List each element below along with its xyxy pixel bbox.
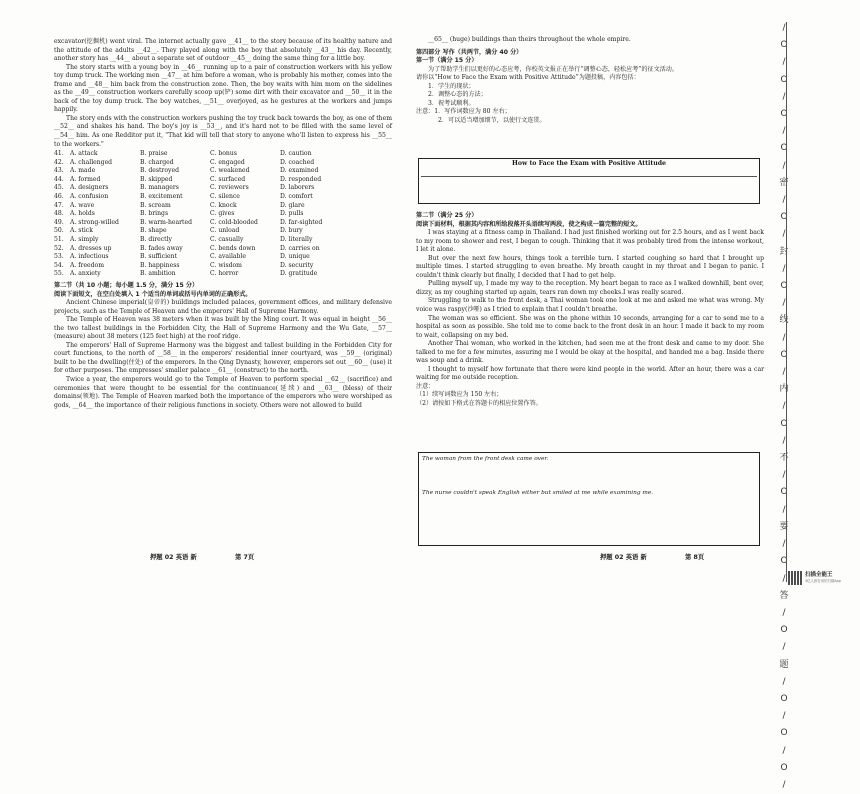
- grammar-paragraph-3: The emperors' Hall of Supreme Harmony was the biggest and tallest building in the Forbidden City for court functions, to the north of __58__ in the emperors' residential inner courtyard, was __59__ (original) built to be the dwelling(住处) of the emperors. In the Qing Dynasty, however, emperors set out __60__ (use) it for other purposes. The empresses' smaller palace __61__ (construct) to the north.: [54, 341, 392, 375]
- option-b[interactable]: B. shape: [140, 227, 167, 235]
- grammar-paragraph-4: Twice a year, the emperors would go to the Temple of Heaven to perform special __62__ (sacrifice) and ceremonies that were thought to be essential for the continuance(延续) and __63__ (bless) of their domains(领地). The Temple of Heaven marked both the importance of the emperors who were worshiped as gods, __64__ the importance of their religious functions in society. Others were not allowed to build: [54, 376, 392, 409]
- question-number: 44.: [54, 175, 64, 183]
- question-number: 42.: [54, 158, 64, 166]
- qr-code-icon: [788, 571, 802, 585]
- continuation-note-2: （2）请按如下格式在答题卡的相应位置作答。: [416, 400, 542, 408]
- question-number: 48.: [54, 210, 64, 218]
- cloze-paragraph-2: The story starts with a young boy in __46__ running up to a pair of construction workers with his yellow toy dump truck. The working men __47__ at him before a woman, who is probably his mother, comes into the frame and __48__ him back from the construction zone. Then, the boy waits with him mom on the sidelines as the __49__ construction workers carefully scoop up(铲) some dirt with their excavator and __50__ it in the back of the toy dump truck. The boy watches, __51__ overjoyed, as he gestures at the workers and jumps happily.: [54, 63, 392, 114]
- question-number: 49.: [54, 218, 64, 226]
- option-a[interactable]: A. holds: [70, 210, 95, 218]
- option-d[interactable]: D. bury: [280, 227, 303, 235]
- binding-margin: [778, 0, 860, 609]
- page-left: [0, 0, 400, 609]
- option-c[interactable]: C. reviewers: [210, 184, 249, 192]
- grammar-paragraph-1: Ancient Chinese imperial(皇帝的) buildings included palaces, government offices, and military defensive projects, such as the Temple of Heaven and the emperors' Hall of Supreme Harmony.: [54, 299, 392, 315]
- option-d[interactable]: D. laborers: [280, 184, 315, 192]
- footer-title: 押题 02 英语 新: [150, 554, 197, 561]
- option-d[interactable]: D. pulls: [280, 210, 304, 218]
- cloze-paragraph-1: excavator(挖掘机) went viral. The internet actually gave __41__ to the story because of its healthy nature and the attitude of the adults __42__. They played along with the boy that absolutely __43__ his day. Recently, another story has __44__ about a separate set of outdoor __45__ doing the same thing for a little boy.: [54, 38, 392, 63]
- option-b[interactable]: B. destroyed: [140, 167, 179, 175]
- option-c[interactable]: C. gives: [210, 210, 235, 218]
- continuation-note-label: 注意：: [416, 382, 435, 390]
- right-column: [416, 36, 764, 125]
- option-b[interactable]: B. brings: [140, 210, 169, 218]
- option-d[interactable]: D. caution: [280, 150, 312, 158]
- option-row: [54, 167, 392, 176]
- option-c[interactable]: C. bends down: [210, 244, 256, 252]
- continuation-section: [416, 212, 764, 409]
- option-a[interactable]: A. stick: [70, 227, 93, 235]
- cloze-paragraph-3: The story ends with the construction workers pushing the toy truck back towards the boy, as one of them __52__ and shakes his hand. The boy's joy is __53__, and it's hard not to be filled with the same level of __54__ him. As one Redditor put it, "That kid will tell that story to anyone who'll listen to express his __55__ to the workers.": [54, 114, 392, 148]
- question-number: 41.: [54, 150, 64, 158]
- option-b[interactable]: B. excitement: [140, 193, 183, 201]
- option-b[interactable]: B. warm-hearted: [140, 218, 192, 226]
- option-row: [54, 176, 392, 185]
- page-number: 第 8页: [685, 554, 705, 561]
- left-column: [54, 38, 392, 410]
- section-2-title: 第二节（共 10 小题；每小题 1.5 分，满分 15 分）: [54, 282, 199, 290]
- writing-note-2: 2．可以适当增加细节，以使行文连贯。: [438, 116, 546, 124]
- option-b[interactable]: B. happiness: [140, 261, 180, 269]
- question-number: 52.: [54, 244, 64, 252]
- option-a[interactable]: A. freedom: [70, 261, 105, 269]
- writing-section-2-title: 第二节（满分 25 分）: [416, 212, 478, 219]
- story-paragraph-1: I was staying at a fitness camp in Thailand. I had just finished working out for 2.5 hours, and as I went back to my room to shower and rest, I began to cough. Thinking that it was probably tired from the intense workout, I let it alone.: [416, 229, 764, 254]
- option-a[interactable]: A. wave: [70, 201, 95, 209]
- option-a[interactable]: A. formed: [70, 175, 101, 183]
- option-a[interactable]: A. challenged: [70, 158, 113, 166]
- option-d[interactable]: D. comfort: [280, 193, 313, 201]
- story-paragraph-2: But over the next few hours, things took a terrible turn. I started coughing so hard that I brought up multiple times. I started struggling to even breathe. My breath caught in my throat and I began to panic. I couldn't think clearly but finally, I decided that I had to get help.: [416, 254, 764, 279]
- option-row: [54, 236, 392, 245]
- option-a[interactable]: A. strong-willed: [70, 218, 119, 226]
- option-c[interactable]: C. weakened: [210, 167, 250, 175]
- option-a[interactable]: A. infectious: [70, 253, 109, 261]
- scanner-logo-text: 扫描全能王: [805, 572, 833, 578]
- option-d[interactable]: D. security: [280, 261, 314, 269]
- option-a[interactable]: A. dresses up: [70, 244, 112, 252]
- question-number: 43.: [54, 167, 64, 175]
- footer-left: [150, 552, 254, 561]
- question-number: 50.: [54, 227, 64, 235]
- option-c[interactable]: C. casually: [210, 236, 244, 244]
- page-number: 第 7页: [235, 554, 255, 561]
- option-b[interactable]: B. managers: [140, 184, 179, 192]
- question-number: 51.: [54, 236, 64, 244]
- option-d[interactable]: D. far-sighted: [280, 218, 323, 226]
- scanner-logo-subtext: 3亿人都在用的扫描App: [805, 579, 841, 583]
- option-row: [54, 253, 392, 262]
- writing-prompt-line-1: 为了帮助学生们以更好的心态应考，你校英文报正在举行“调整心态，轻松应考”的征文活动。: [428, 65, 678, 73]
- option-a[interactable]: A. attack: [70, 150, 98, 158]
- option-a[interactable]: A. anxiety: [70, 270, 101, 278]
- writing-note-1: 注意：1．写作词数应为 80 左右；: [416, 108, 511, 116]
- option-row: [54, 159, 392, 168]
- option-c[interactable]: C. available: [210, 253, 247, 261]
- option-d[interactable]: D. unique: [280, 253, 310, 261]
- option-b[interactable]: B. skipped: [140, 175, 173, 183]
- option-row: [54, 262, 392, 271]
- continuation-answer-box[interactable]: [418, 452, 760, 546]
- seal-line: [786, 22, 795, 582]
- seal-line-text: / O / O / O / O / 密 / O / 封 / O / 线 / O / 内 / O / 不 / O / 要 / O / 答 / O / 题 / O / O / O /: [779, 23, 789, 790]
- option-d[interactable]: D. examined: [280, 167, 319, 175]
- option-d[interactable]: D. gratitude: [280, 270, 318, 278]
- footer-title: 押题 02 英语 新: [600, 554, 647, 561]
- option-b[interactable]: B. charged: [140, 158, 174, 166]
- option-a[interactable]: A. made: [70, 167, 96, 175]
- option-b[interactable]: B. directly: [140, 236, 172, 244]
- option-a[interactable]: A. simply: [70, 236, 99, 244]
- writing-prompt-line-2: 请你以“How to Face the Exam with Positive Attitude”为题投稿，内容包括：: [416, 74, 640, 82]
- question-number: 55.: [54, 270, 64, 278]
- option-row: [54, 202, 392, 211]
- essay-title: How to Face the Exam with Positive Attitude: [512, 160, 666, 167]
- story-paragraph-7: I thought to myself how fortunate that there were kind people in the world. After an hour, there was a car waiting for me outside reception.: [416, 365, 764, 382]
- option-d[interactable]: D. responded: [280, 175, 322, 183]
- option-b[interactable]: B. scream: [140, 201, 171, 209]
- option-b[interactable]: B. sufficient: [140, 253, 178, 261]
- option-c[interactable]: C. engaged: [210, 158, 245, 166]
- writing-item-2: 2．调整心态的方法；: [428, 91, 487, 99]
- cloze-options: [54, 150, 392, 279]
- option-c[interactable]: C. cold-blooded: [210, 218, 258, 226]
- paragraph-2-opener: The nurse couldn't speak English either but smiled at me while examining me.: [422, 490, 654, 496]
- option-d[interactable]: D. carries on: [280, 244, 320, 252]
- option-row: [54, 219, 392, 228]
- option-c[interactable]: C. silence: [210, 193, 240, 201]
- writing-section-2-instruction: 阅读下面材料，根据其内容和所给段落开头语续写两段，使之构成一篇完整的短文。: [416, 220, 642, 228]
- option-row: [54, 193, 392, 202]
- option-d[interactable]: D. literally: [280, 236, 313, 244]
- scanner-watermark: [786, 568, 852, 590]
- writing-section-1-title: 第一节（满分 15 分）: [416, 57, 478, 65]
- story-paragraph-6: Another Thai woman, who worked in the kitchen, had seen me at the front desk and came to my door. She talked to me for a few minutes, assuring me I would be okay at the hospital, and handed me a bag. Inside there was soup and a drink.: [416, 340, 764, 365]
- option-c[interactable]: C. surfaced: [210, 175, 246, 183]
- grammar-paragraph-2: The Temple of Heaven was 38 meters when it was built by the Ming court. It was equal in height __56__ the two tallest buildings in the Forbidden City, the Hall of Supreme Harmony and the Wu Gate, __57__ (measure) about 38 meters (125 feet high) at the roof ridge.: [54, 316, 392, 341]
- option-c[interactable]: C. bonus: [210, 150, 237, 158]
- story-paragraph-5: The woman was so efficient. She was on the phone within 10 seconds, arranging for a car to send me to a hospital as soon as possible. She told me to come back to the front desk in an hour. I made it back to my room to wait, collapsing on my bed.: [416, 314, 764, 339]
- paragraph-1-opener: The woman from the front desk came over.: [422, 456, 549, 462]
- grammar-continuation: __65__ (huge) buildings than theirs throughout the whole empire.: [428, 36, 631, 43]
- question-number: 47.: [54, 201, 64, 209]
- option-d[interactable]: D. glare: [280, 201, 305, 209]
- story-paragraph-4: Struggling to walk to the front desk, a Thai woman took one look at me and asked me what was wrong. My voice was raspy(沙哑) as I tried to explain that I couldn't breathe.: [416, 297, 764, 314]
- option-row: [54, 245, 392, 254]
- footer-right: [600, 552, 704, 561]
- option-a[interactable]: A. confusion: [70, 193, 109, 201]
- writing-item-1: 1．学生的现状；: [428, 82, 475, 90]
- option-row: [54, 227, 392, 236]
- option-c[interactable]: C. horror: [210, 270, 239, 278]
- writing-item-3: 3．祝考试顺利。: [428, 99, 475, 107]
- option-b[interactable]: B. praise: [140, 150, 168, 158]
- essay-answer-box[interactable]: [418, 158, 760, 204]
- option-c[interactable]: C. wisdom: [210, 261, 242, 269]
- option-b[interactable]: B. fades away: [140, 244, 183, 252]
- option-b[interactable]: B. ambition: [140, 270, 176, 278]
- question-number: 45.: [54, 184, 64, 192]
- question-number: 54.: [54, 261, 64, 269]
- option-row: [54, 210, 392, 219]
- option-d[interactable]: D. coached: [280, 158, 315, 166]
- continuation-note-1: （1）续写词数应为 150 左右；: [416, 391, 503, 399]
- option-row: [54, 150, 392, 159]
- section-2-instruction: 阅读下面短文，在空白处填入 1 个适当的单词或括号内单词的正确形式。: [54, 290, 252, 298]
- option-c[interactable]: C. unload: [210, 227, 240, 235]
- story-paragraph-3: Pulling myself up, I made my way to the reception. My heart began to race as I walked downhill, bent over, dizzy, as my coughing started up again, tears ran down my cheeks.I was really scared.: [416, 280, 764, 296]
- option-c[interactable]: C. knock: [210, 201, 237, 209]
- part-4-title: 第四部分 写作（共两节，满分 40 分）: [416, 48, 523, 56]
- option-row: [54, 270, 392, 279]
- option-row: [54, 184, 392, 193]
- answer-line: [421, 167, 757, 177]
- question-number: 46.: [54, 193, 64, 201]
- question-number: 53.: [54, 253, 64, 261]
- option-a[interactable]: A. designers: [70, 184, 109, 192]
